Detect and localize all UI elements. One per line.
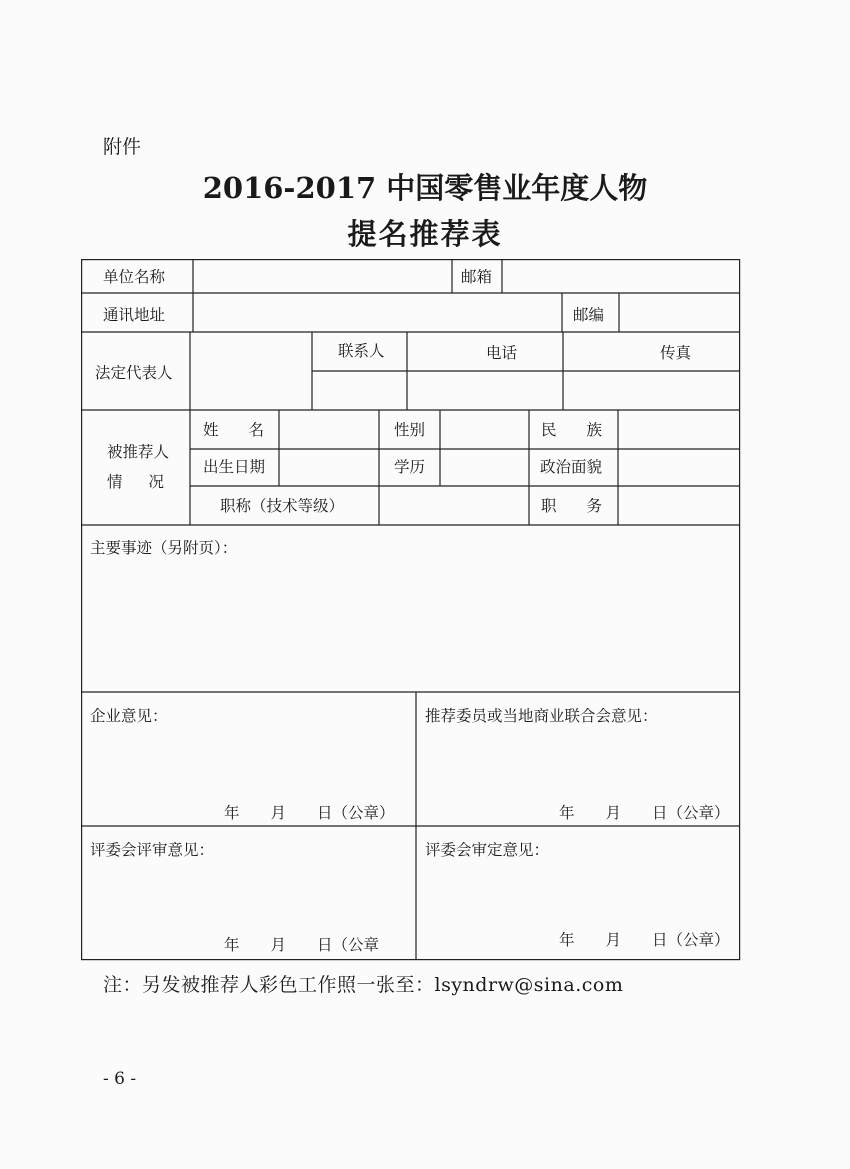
phone-field[interactable] bbox=[408, 372, 562, 409]
company-opinion-field[interactable] bbox=[82, 727, 415, 799]
label-gender: 性别 bbox=[394, 421, 426, 439]
form-title: 2016-2017 中国零售业年度人物 bbox=[202, 171, 648, 205]
birth-date-field[interactable] bbox=[280, 450, 378, 485]
nomination-form bbox=[81, 259, 740, 959]
label-email: 邮箱 bbox=[461, 268, 493, 286]
label-contact-person: 联系人 bbox=[338, 342, 385, 360]
review-opinion-field[interactable] bbox=[82, 861, 415, 931]
main-deeds-field[interactable] bbox=[82, 559, 739, 691]
email-field[interactable] bbox=[503, 260, 739, 292]
label-name: 姓名 bbox=[203, 421, 295, 439]
label-review-opinion: 评委会评审意见： bbox=[90, 841, 215, 859]
education-field[interactable] bbox=[441, 450, 528, 485]
address-field[interactable] bbox=[194, 294, 561, 331]
label-title-rank: 职称（技术等级） bbox=[220, 497, 345, 515]
company-date-seal: 年 月 日（公章） bbox=[224, 804, 395, 822]
review-date-seal: 年 月 日（公章 bbox=[224, 936, 380, 954]
political-status-field[interactable] bbox=[619, 450, 739, 485]
label-position: 职务 bbox=[541, 497, 633, 515]
label-address: 通讯地址 bbox=[103, 306, 166, 324]
label-phone: 电话 bbox=[486, 344, 518, 362]
label-fax: 传真 bbox=[660, 344, 692, 362]
contact-person-field[interactable] bbox=[313, 372, 406, 409]
label-unit-name: 单位名称 bbox=[103, 268, 166, 286]
label-political-status: 政治面貌 bbox=[540, 458, 603, 476]
name-field[interactable] bbox=[280, 411, 378, 448]
final-date-seal: 年 月 日（公章） bbox=[559, 931, 730, 949]
title-rank-field[interactable] bbox=[380, 487, 528, 524]
label-birth-date: 出生日期 bbox=[203, 458, 266, 476]
label-committee-opinion: 推荐委员或当地商业联合会意见： bbox=[425, 707, 658, 725]
form-subtitle: 提名推荐表 bbox=[347, 217, 503, 251]
label-ethnicity: 民族 bbox=[541, 421, 633, 439]
label-final-opinion: 评委会审定意见： bbox=[425, 841, 550, 859]
committee-date-seal: 年 月 日（公章） bbox=[559, 804, 730, 822]
label-education: 学历 bbox=[394, 458, 426, 476]
label-company-opinion: 企业意见： bbox=[90, 707, 168, 725]
legal-rep-field[interactable] bbox=[191, 333, 311, 409]
label-main-deeds: 主要事迹（另附页）： bbox=[90, 539, 238, 557]
unit-name-field[interactable] bbox=[194, 260, 451, 292]
label-postcode: 邮编 bbox=[573, 306, 605, 324]
fax-field[interactable] bbox=[564, 372, 739, 409]
gender-field[interactable] bbox=[441, 411, 528, 448]
label-nominee: 被推荐人 bbox=[107, 443, 170, 461]
ethnicity-field[interactable] bbox=[619, 411, 739, 448]
attachment-label: 附件 bbox=[103, 136, 142, 158]
position-field[interactable] bbox=[619, 487, 739, 524]
postcode-field[interactable] bbox=[620, 294, 739, 331]
committee-opinion-field[interactable] bbox=[417, 727, 739, 799]
label-situation: 情况 bbox=[107, 473, 191, 491]
label-legal-rep: 法定代表人 bbox=[95, 364, 173, 382]
final-opinion-field[interactable] bbox=[417, 861, 739, 931]
page-number: - 6 - bbox=[103, 1069, 137, 1089]
footnote: 注：另发被推荐人彩色工作照一张至：lsyndrw@sina.com bbox=[103, 974, 624, 996]
